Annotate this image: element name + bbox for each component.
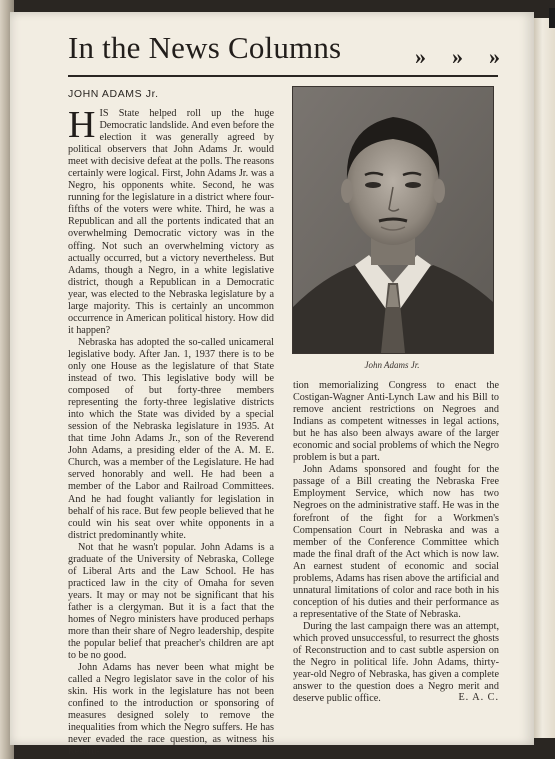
article-paragraph: HIS State helped roll up the huge Democratic landslide. And even before the election it was generally agreed by political observers that John Adams Jr. would meet with decisive defeat at the polls. The reasons certainly were logical. First, John Adams Jr. was a Negro, his opponents white. Second, he was running for the legislature in a district where four-fifths of the voters were white. Third, he was a Republican and all the portents indicated that an overwhelming Democratic victory was in the offing. Not such an overwhelming victory as actually occurred, but a victory nevertheless. But Adams, though a Negro, in a white legislative district, though a Republican in a Democratic year, was elected to the Nebraska legislature by a large majority. This is certainly an uncommon occurrence in American political history. How did it happen? [68, 104, 274, 336]
header-arrows [389, 44, 500, 70]
article-byline: JOHN ADAMS Jr. [68, 88, 159, 100]
article-column-left [68, 104, 274, 758]
double-chevron-icon: » [452, 44, 463, 69]
article-paragraph: John Adams sponsored and fought for the passage of a Bill creating the Nebraska Free Employment Service, which now has two Negroes on the administrative staff. He was in the forefront of the fight for a Workmen's Compensation Court in Nebraska and was a member of the Conference Committee which made the final draft of the Act which is now law. An earnest student of economic and social problems, Adams has risen above the artificial and unnatural limitations of color and race both in his conception of his duties and their performance as a representative of the State of Nebraska. [293, 464, 499, 620]
section-title: In the News Columns [68, 30, 342, 65]
article-paragraph: Not that he wasn't popular. John Adams is a graduate of the University of Nebraska, College of Liberal Arts and the Law School. He has practiced law in the city of Omaha for seven years. It may or may not be significant that his father is a clergyman. But it is a fact that the homes of Negro ministers have produced perhaps more than their share of Negro leadership, despite the popular belief that preacher's children are apt to be no good. [68, 541, 274, 662]
article-paragraph: John Adams has never been what might be called a Negro legislator save in the color of his skin. His work in the legislature has not been confined to the introduction or sponsoring of measures designed solely to remove the inequalities from which the Negro suffers. He has never evaded the race question, as witness his Resolu- [68, 662, 274, 758]
page-clip [549, 8, 555, 28]
photo-caption: John Adams Jr. [364, 360, 420, 370]
portrait-image [293, 87, 493, 353]
portrait-photo [292, 86, 494, 354]
header-rule [68, 75, 498, 77]
article-paragraph: During the last campaign there was an attempt, which proved unsuccessful, to resurrect the ghosts of Reconstruction and to cast subtle aspersion on the Negro in political life. John Adams, thirty-year-old Negro of Nebraska, has given a complete answer to the question does a Negro merit and deserve public office. [293, 620, 499, 705]
section-header [68, 30, 500, 76]
page-edge-right [534, 18, 555, 738]
author-initials: E. A. C. [458, 692, 499, 703]
article-paragraph: tion memorializing Congress to enact the Costigan-Wagner Anti-Lynch Law and his Bill to remove ancient restrictions on Negroes and Indians as competent witnesses in legal actions, but he has also been always aware of the larger economic and social problems of which the Negro problem is but a part. [293, 380, 499, 464]
article-paragraph: Nebraska has adopted the so-called unicameral legislative body. After Jan. 1, 1937 there is to be only one House as the legislature of that State instead of two. This legislative body will be composed of but forty-three members representing the forty-three legislative districts into which the State was divided by a special session of the Nebraska legislature in 1935. At that time John Adams Jr., son of the Reverend John Adams, a presiding elder of the A. M. E. Church, was a member of the Legislature. He had served honorably and well. He had been a member of the Labor and Railroad Committees. And he had fought valiantly for legislation in behalf of his race. But few people believed that he could win his seat over white opponents in a district predominantly white. [68, 336, 274, 541]
double-chevron-icon: » [489, 44, 500, 69]
article-column-right [293, 380, 499, 705]
drop-cap: H [68, 104, 96, 146]
double-chevron-icon: » [415, 44, 426, 69]
